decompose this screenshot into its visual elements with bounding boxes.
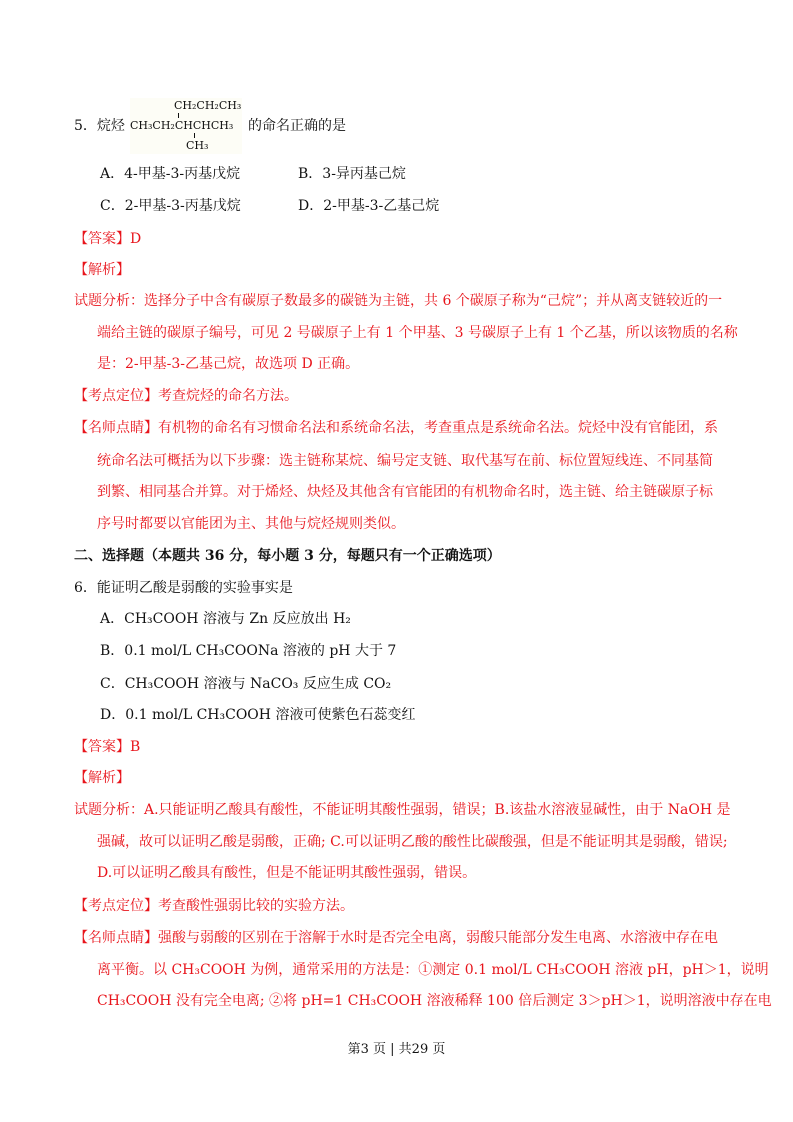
q6-mingshi-line: 离平衡。以 CH₃COOH 为例，通常采用的方法是：①测定 0.1 mol/L CH₃COOH 溶液 pH，pH＞1，说明 (97, 962, 769, 978)
section-heading: 二、选择题（本题共 36 分，每小题 3 分，每题只有一个正确选项） (74, 548, 501, 564)
formula-bond-up (178, 113, 179, 118)
q5-mingshi-line: 【名师点睛】有机物的命名有习惯命名法和系统命名法，考查重点是系统命名法。烷烃中没有官能团，系 (74, 420, 718, 436)
q6-option-b: B．0.1 mol/L CH₃COONa 溶液的 pH 大于 7 (100, 643, 397, 659)
q6-analysis-line: D.可以证明乙酸具有酸性，但是不能证明其酸性强弱，错误。 (97, 865, 477, 881)
q5-mingshi-line: 序号时都要以官能团为主、其他与烷烃规则类似。 (97, 516, 405, 532)
q6-option-d: D．0.1 mol/L CH₃COOH 溶液可使紫色石蕊变红 (100, 707, 416, 723)
q5-mingshi-line: 到繁、相同基合并算。对于烯烃、炔烃及其他含有官能团的有机物命名时，选主链、给主链碳原子标 (97, 484, 713, 500)
formula-bottom: CH₃ (186, 139, 209, 152)
q5-analysis-label: 【解析】 (74, 262, 130, 278)
q5-option-c: C．2-甲基-3-丙基戊烷 (100, 198, 241, 214)
q5-option-d: D．2-甲基-3-乙基己烷 (298, 198, 440, 214)
q5-answer: 【答案】D (74, 231, 142, 247)
q5-mingshi-line: 统命名法可概括为以下步骤：选主链称某烷、编号定支链、取代基写在前、标位置短线连、不同基简 (97, 453, 713, 469)
q6-option-a: A．CH₃COOH 溶液与 Zn 反应放出 H₂ (100, 611, 351, 627)
q6-kaodian: 【考点定位】考查酸性强弱比较的实验方法。 (74, 898, 354, 914)
q6-analysis-label: 【解析】 (74, 770, 130, 786)
q5-option-b: B．3-异丙基己烷 (298, 166, 406, 182)
formula-bond-down (194, 133, 195, 138)
q6-analysis-line: 强碱，故可以证明乙酸是弱酸，正确; C.可以证明乙酸的酸性比碳酸强，但是不能证明其是弱酸，错误; (97, 834, 728, 850)
formula-main: CH₃CH₂CHCHCH₃ (130, 119, 234, 132)
q5-kaodian: 【考点定位】考查烷烃的命名方法。 (74, 388, 298, 404)
q5-analysis-line: 端给主链的碳原子编号，可见 2 号碳原子上有 1 个甲基、3 号碳原子上有 1 个乙基，所以该物质的名称 (97, 325, 738, 341)
q5-stem-tail: 的命名正确的是 (248, 118, 346, 134)
q6-option-c: C．CH₃COOH 溶液与 NaCO₃ 反应生成 CO₂ (100, 676, 392, 692)
q6-analysis-line: 试题分析：A.只能证明乙酸具有酸性，不能证明其酸性强弱，错误；B.该盐水溶液显碱性，由于 NaOH 是 (74, 802, 731, 818)
q5-analysis-line: 是：2-甲基-3-乙基己烷，故选项 D 正确。 (97, 356, 360, 372)
q6-stem: 6．能证明乙酸是弱酸的实验事实是 (74, 580, 293, 596)
q5-stem-number: 5．烷烃 (74, 118, 125, 134)
q6-mingshi-line: 【名师点睛】强酸与弱酸的区别在于溶解于水时是否完全电离，弱酸只能部分发生电离、水溶液中存在电 (74, 930, 718, 946)
page-footer: 第3 页 | 共29 页 (347, 1042, 446, 1057)
formula-top: CH₂CH₂CH₃ (174, 99, 242, 112)
q5-analysis-line: 试题分析：选择分子中含有碳原子数最多的碳链为主链，共 6 个碳原子称为“己烷”；并从离支链较近的一 (74, 293, 723, 309)
q6-answer: 【答案】B (74, 739, 141, 755)
q5-option-a: A．4-甲基-3-丙基戊烷 (100, 166, 241, 182)
q6-mingshi-line: CH₃COOH 没有完全电离; ②将 pH=1 CH₃COOH 溶液稀释 100 倍后测定 3＞pH＞1，说明溶液中存在电 (97, 993, 772, 1009)
q5-structural-formula (130, 98, 242, 154)
